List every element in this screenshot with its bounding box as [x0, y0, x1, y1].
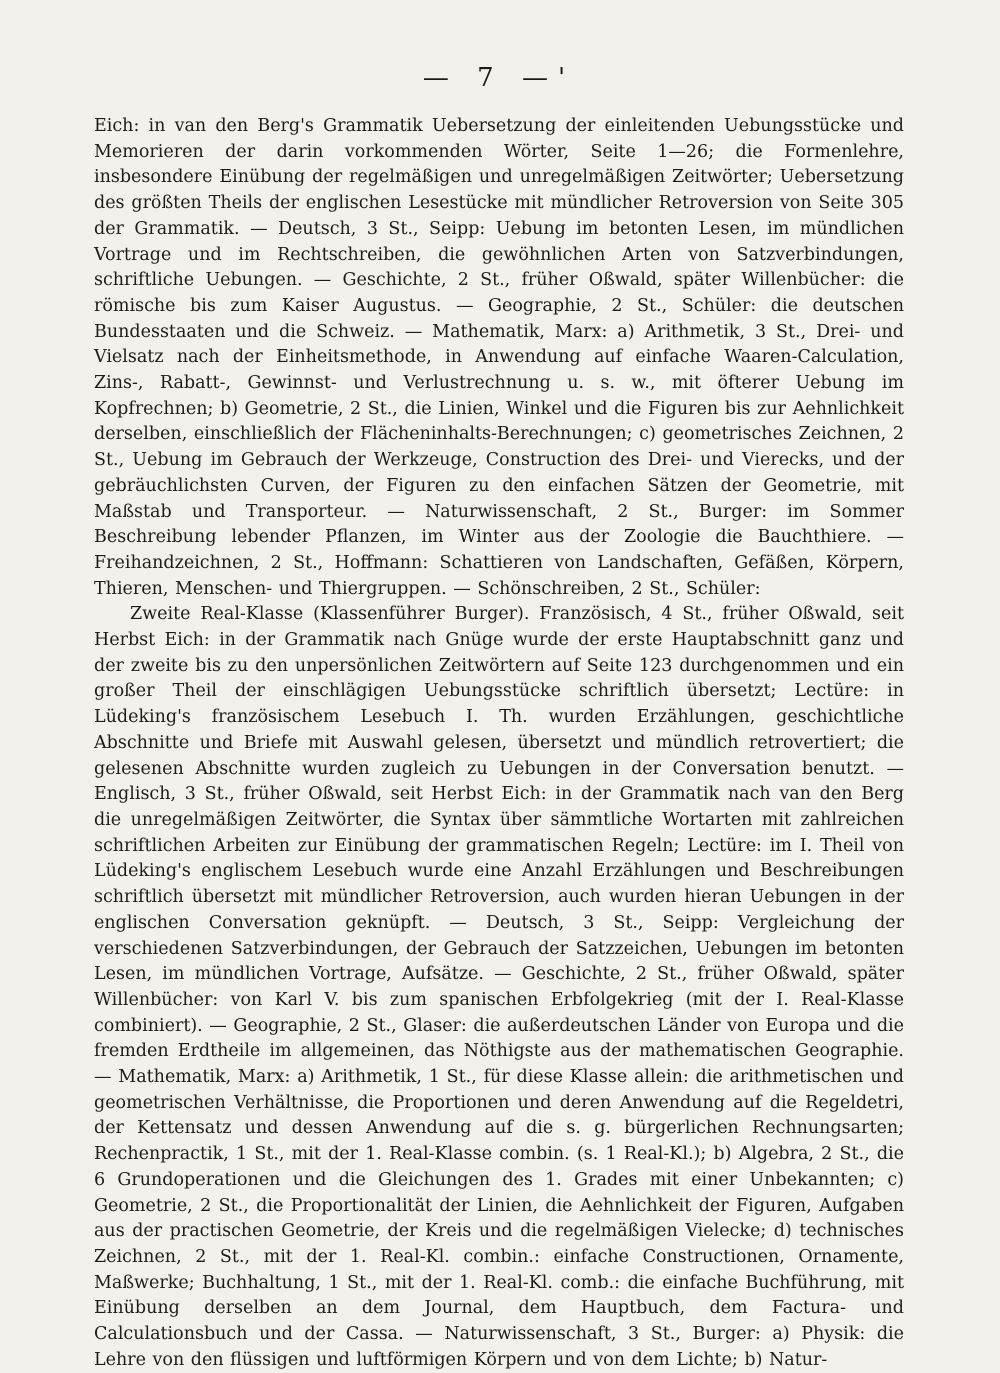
- page-number: — 7 —': [422, 63, 576, 93]
- paragraph-first-real-class-continued: Eich: in van den Berg's Grammatik Uebersetzung der einleitenden Uebungsstücke und Memorieren der darin vorkommenden Wörter, Seite 1—26; die Formenlehre, insbesondere Einübung der regelmäßigen und unregelmäßigen Zeitwörter; Uebersetzung des größten Theils der englischen Lesestücke mit mündlicher Retroversion von Seite 305 der Grammatik. — Deutsch, 3 St., Seipp: Uebung im betonten Lesen, im mündlichen Vortrage und im Rechtschreiben, die gewöhnlichen Arten von Satzverbindungen, schriftliche Uebungen. — Geschichte, 2 St., früher Oßwald, später Willenbücher: die römische bis zum Kaiser Augustus. — Geographie, 2 St., Schüler: die deutschen Bundesstaaten und die Schweiz. — Mathematik, Marx: a) Arithmetik, 3 St., Drei- und Vielsatz nach der Einheitsmethode, in Anwendung auf einfache Waaren-Calculation, Zins-, Rabatt-, Gewinnst- und Verlustrechnung u. s. w., mit öfterer Uebung im Kopfrechnen; b) Geometrie, 2 St., die Linien, Winkel und die Figuren bis zur Aehnlichkeit derselben, einschließlich der Flächeninhalts-Berechnungen; c) geometrisches Zeichnen, 2 St., Uebung im Gebrauch der Werkzeuge, Construction des Drei- und Vierecks, und der gebräuchlichsten Curven, der Figuren zu den einfachen Sätzen der Geometrie, mit Maßstab und Transporteur. — Naturwissenschaft, 2 St., Burger: im Sommer Beschreibung lebender Pflanzen, im Winter aus der Zoologie die Bauchthiere. — Freihandzeichnen, 2 St., Hoffmann: Schattieren von Landschaften, Gefäßen, Körpern, Thieren, Menschen- und Thiergruppen. — Schönschreiben, 2 St., Schüler:: [94, 116, 904, 599]
- paragraph-second-real-class: Zweite Real-Klasse (Klassenführer Burger). Französisch, 4 St., früher Oßwald, seit Herbst Eich: in der Grammatik nach Gnüge wurde der erste Hauptabschnitt ganz und der zweite bis zu den unpersönlichen Zeitwörtern auf Seite 123 durchgenommen und ein großer Theil der einschlägigen Uebungsstücke schriftlich übersetzt; Lectüre: in Lüdeking's französischem Lesebuch I. Th. wurden Erzählungen, geschichtliche Abschnitte und Briefe mit Auswahl gelesen, übersetzt und mündlich retrovertiert; die gelesenen Abschnitte wurden zugleich zu Uebungen in der Conversation benutzt. — Englisch, 3 St., früher Oßwald, seit Herbst Eich: in der Grammatik nach van den Berg die unregelmäßigen Zeitwörter, die Syntax über sämmtliche Wortarten mit zahlreichen schriftlichen Arbeiten zur Einübung der grammatischen Regeln; Lectüre: im I. Theil von Lüdeking's englischem Lesebuch wurde eine Anzahl Erzählungen und Beschreibungen schriftlich übersetzt mit mündlicher Retroversion, auch wurden hieran Uebungen in der englischen Conversation geknüpft. — Deutsch, 3 St., Seipp: Vergleichung der verschiedenen Satzverbindungen, der Gebrauch der Satzzeichen, Uebungen im betonten Lesen, im mündlichen Vortrage, Aufsätze. — Geschichte, 2 St., früher Oßwald, später Willenbücher: von Karl V. bis zum spanischen Erbfolgekrieg (mit der I. Real-Klasse combiniert). — Geographie, 2 St., Glaser: die außerdeutschen Länder von Europa und die fremden Erdtheile im allgemeinen, das Nöthigste aus der mathematischen Geographie. — Mathematik, Marx: a) Arithmetik, 1 St., für diese Klasse allein: die arithmetischen und geometrischen Verhältnisse, die Proportionen und deren Anwendung auf die Regeldetri, der Kettensatz und dessen Anwendung auf die s. g. bürgerlichen Rechnungsarten; Rechenpractik, 1 St., mit der 1. Real-Klasse combin. (s. 1 Real-Kl.); b) Algebra, 2 St., die 6 Grundoperationen und die Gleichungen des 1. Grades mit einer Unbekannten; c) Geometrie, 2 St., die Proportionalität der Linien, die Aehnlichkeit der Figuren, Aufgaben aus der practischen Geometrie, der Kreis und die regelmäßigen Vielecke; d) technisches Zeichnen, 2 St., mit der 1. Real-Kl. combin.: einfache Constructionen, Ornamente, Maßwerke; Buchhaltung, 1 St., mit der 1. Real-Kl. comb.: die einfache Buchführung, mit Einübung derselben an dem Journal, dem Hauptbuch, dem Factura- und Calculationsbuch und der Cassa. — Naturwissenschaft, 3 St., Burger: a) Physik: die Lehre von den flüssigen und luftförmigen Körpern und von dem Lichte; b) Natur-: [94, 604, 904, 1370]
